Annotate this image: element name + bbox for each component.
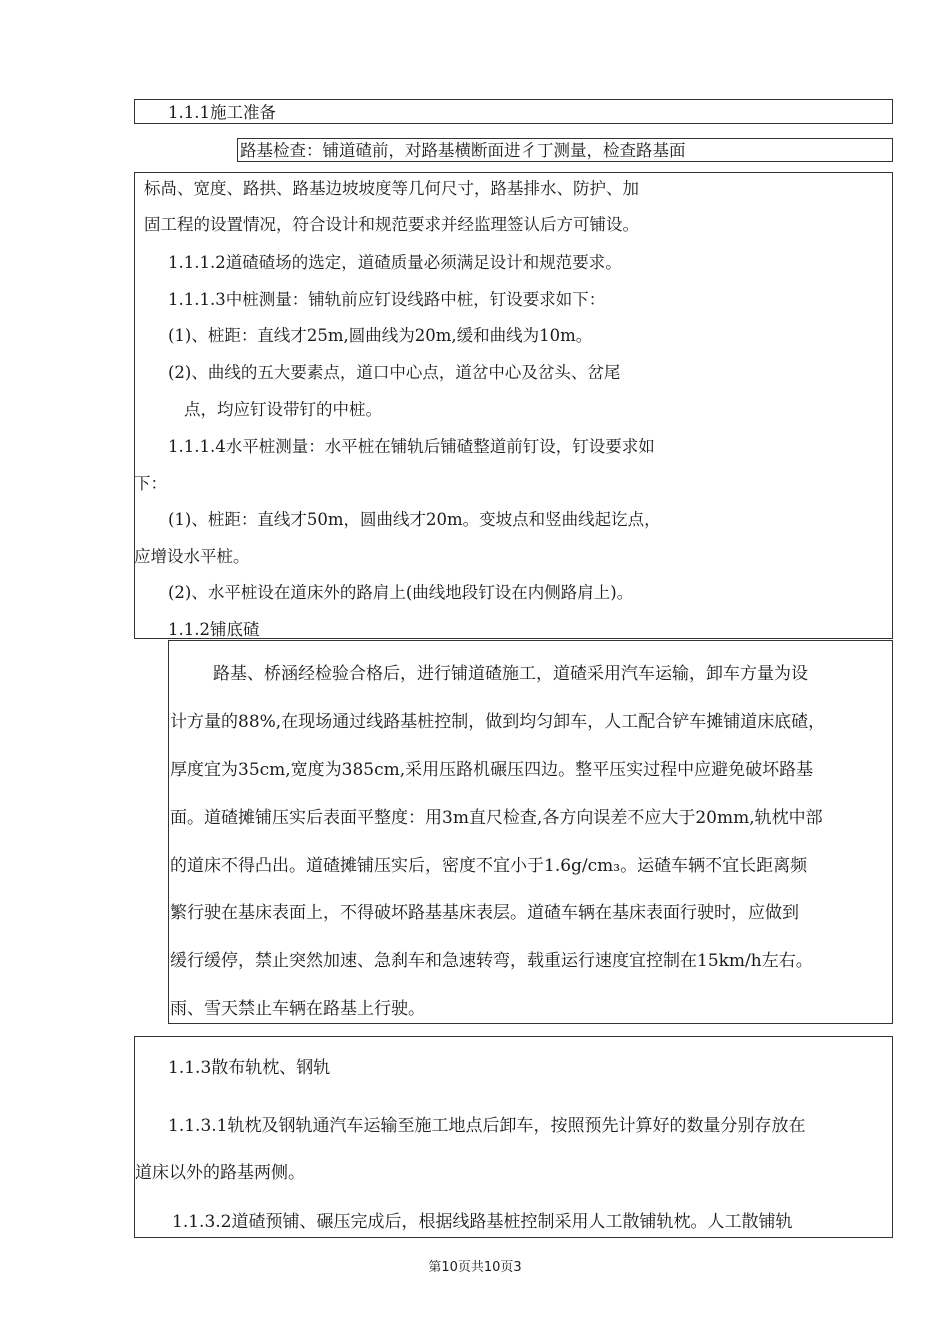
body-line: 1.1.1.4水平桩测量：水平桩在铺轨后铺碴整道前钉设，钉设要求如 (168, 437, 655, 456)
body-line: 路基、桥涵经检验合格后，进行铺道碴施工，道碴采用汽车运输，卸车方量为设 (213, 664, 808, 684)
body-line: (2)、水平桩设在道床外的路肩上(曲线地段钉设在内侧路肩上)。 (168, 583, 634, 602)
body-line: 下： (134, 474, 167, 493)
body-line: (1)、桩距：直线才50m，圆曲线才20m。变坡点和竖曲线起讫点， (168, 510, 661, 529)
roadbed-check-text: 路基检查：铺道碴前，对路基横断面进彳丁测量，检查路基面 (240, 141, 686, 160)
body-line: 面。道碴摊铺压实后表面平整度：用3m直尺检查,各方向误差不应大于20mm,轨枕中部 (170, 808, 823, 828)
body-line: 厚度宜为35cm,宽度为385cm,采用压路机碾压四边。整平压实过程中应避免破坏路基 (170, 760, 814, 780)
body-line: 的道床不得凸出。道碴摊铺压实后，密度不宜小于1.6g/cm₃。运碴车辆不宜长距离频 (170, 856, 808, 876)
body-line: 固工程的设置情况，符合设计和规范要求并经监理签认后方可铺设。 (144, 215, 639, 234)
body-line: 应增设水平桩。 (134, 547, 250, 566)
body-line: (2)、曲线的五大要素点，道口中心点，道岔中心及岔头、岔尾 (168, 363, 621, 382)
body-line: 1.1.3.2道碴预铺、碾压完成后，根据线路基桩控制采用人工散铺轨枕。人工散铺轨 (172, 1212, 793, 1232)
section-111-heading: 1.1.1施工准备 (168, 103, 276, 122)
body-line: 计方量的88%,在现场通过线路基桩控制，做到均匀卸车，人工配合铲车摊铺道床底碴， (170, 712, 826, 732)
body-line: 缓行缓停，禁止突然加速、急刹车和急速转弯，载重运行速度宜控制在15km/h左右。 (170, 951, 813, 971)
body-line: 繁行驶在基床表面上，不得破坏路基基床表层。道碴车辆在基床表面行驶时，应做到 (170, 903, 799, 923)
section-113-heading: 1.1.3散布轨枕、钢轨 (168, 1058, 331, 1078)
body-line: (1)、桩距：直线才25m,圆曲线为20m,缓和曲线为10m。 (168, 326, 593, 345)
body-line: 1.1.1.2道碴碴场的选定，道碴质量必须满足设计和规范要求。 (168, 253, 622, 272)
page-footer: 第10页共10页3 (428, 1260, 522, 1275)
body-line: 标咼、宽度、路拱、路基边坡坡度等几何尺寸，路基排水、防护、加 (144, 179, 639, 198)
body-line: 道床以外的路基两侧。 (135, 1163, 305, 1183)
body-line: 点，均应钉设带钉的中桩。 (184, 400, 382, 419)
body-line: 1.1.3.1轨枕及钢轨通汽车运输至施工地点后卸车，按照预先计算好的数量分别存放在 (168, 1116, 806, 1136)
section-112-heading: 1.1.2铺底碴 (168, 620, 260, 639)
body-line: 雨、雪天禁止车辆在路基上行驶。 (170, 999, 425, 1019)
body-line: 1.1.1.3中桩测量：铺轨前应钉设线路中桩，钉设要求如下： (168, 290, 606, 309)
